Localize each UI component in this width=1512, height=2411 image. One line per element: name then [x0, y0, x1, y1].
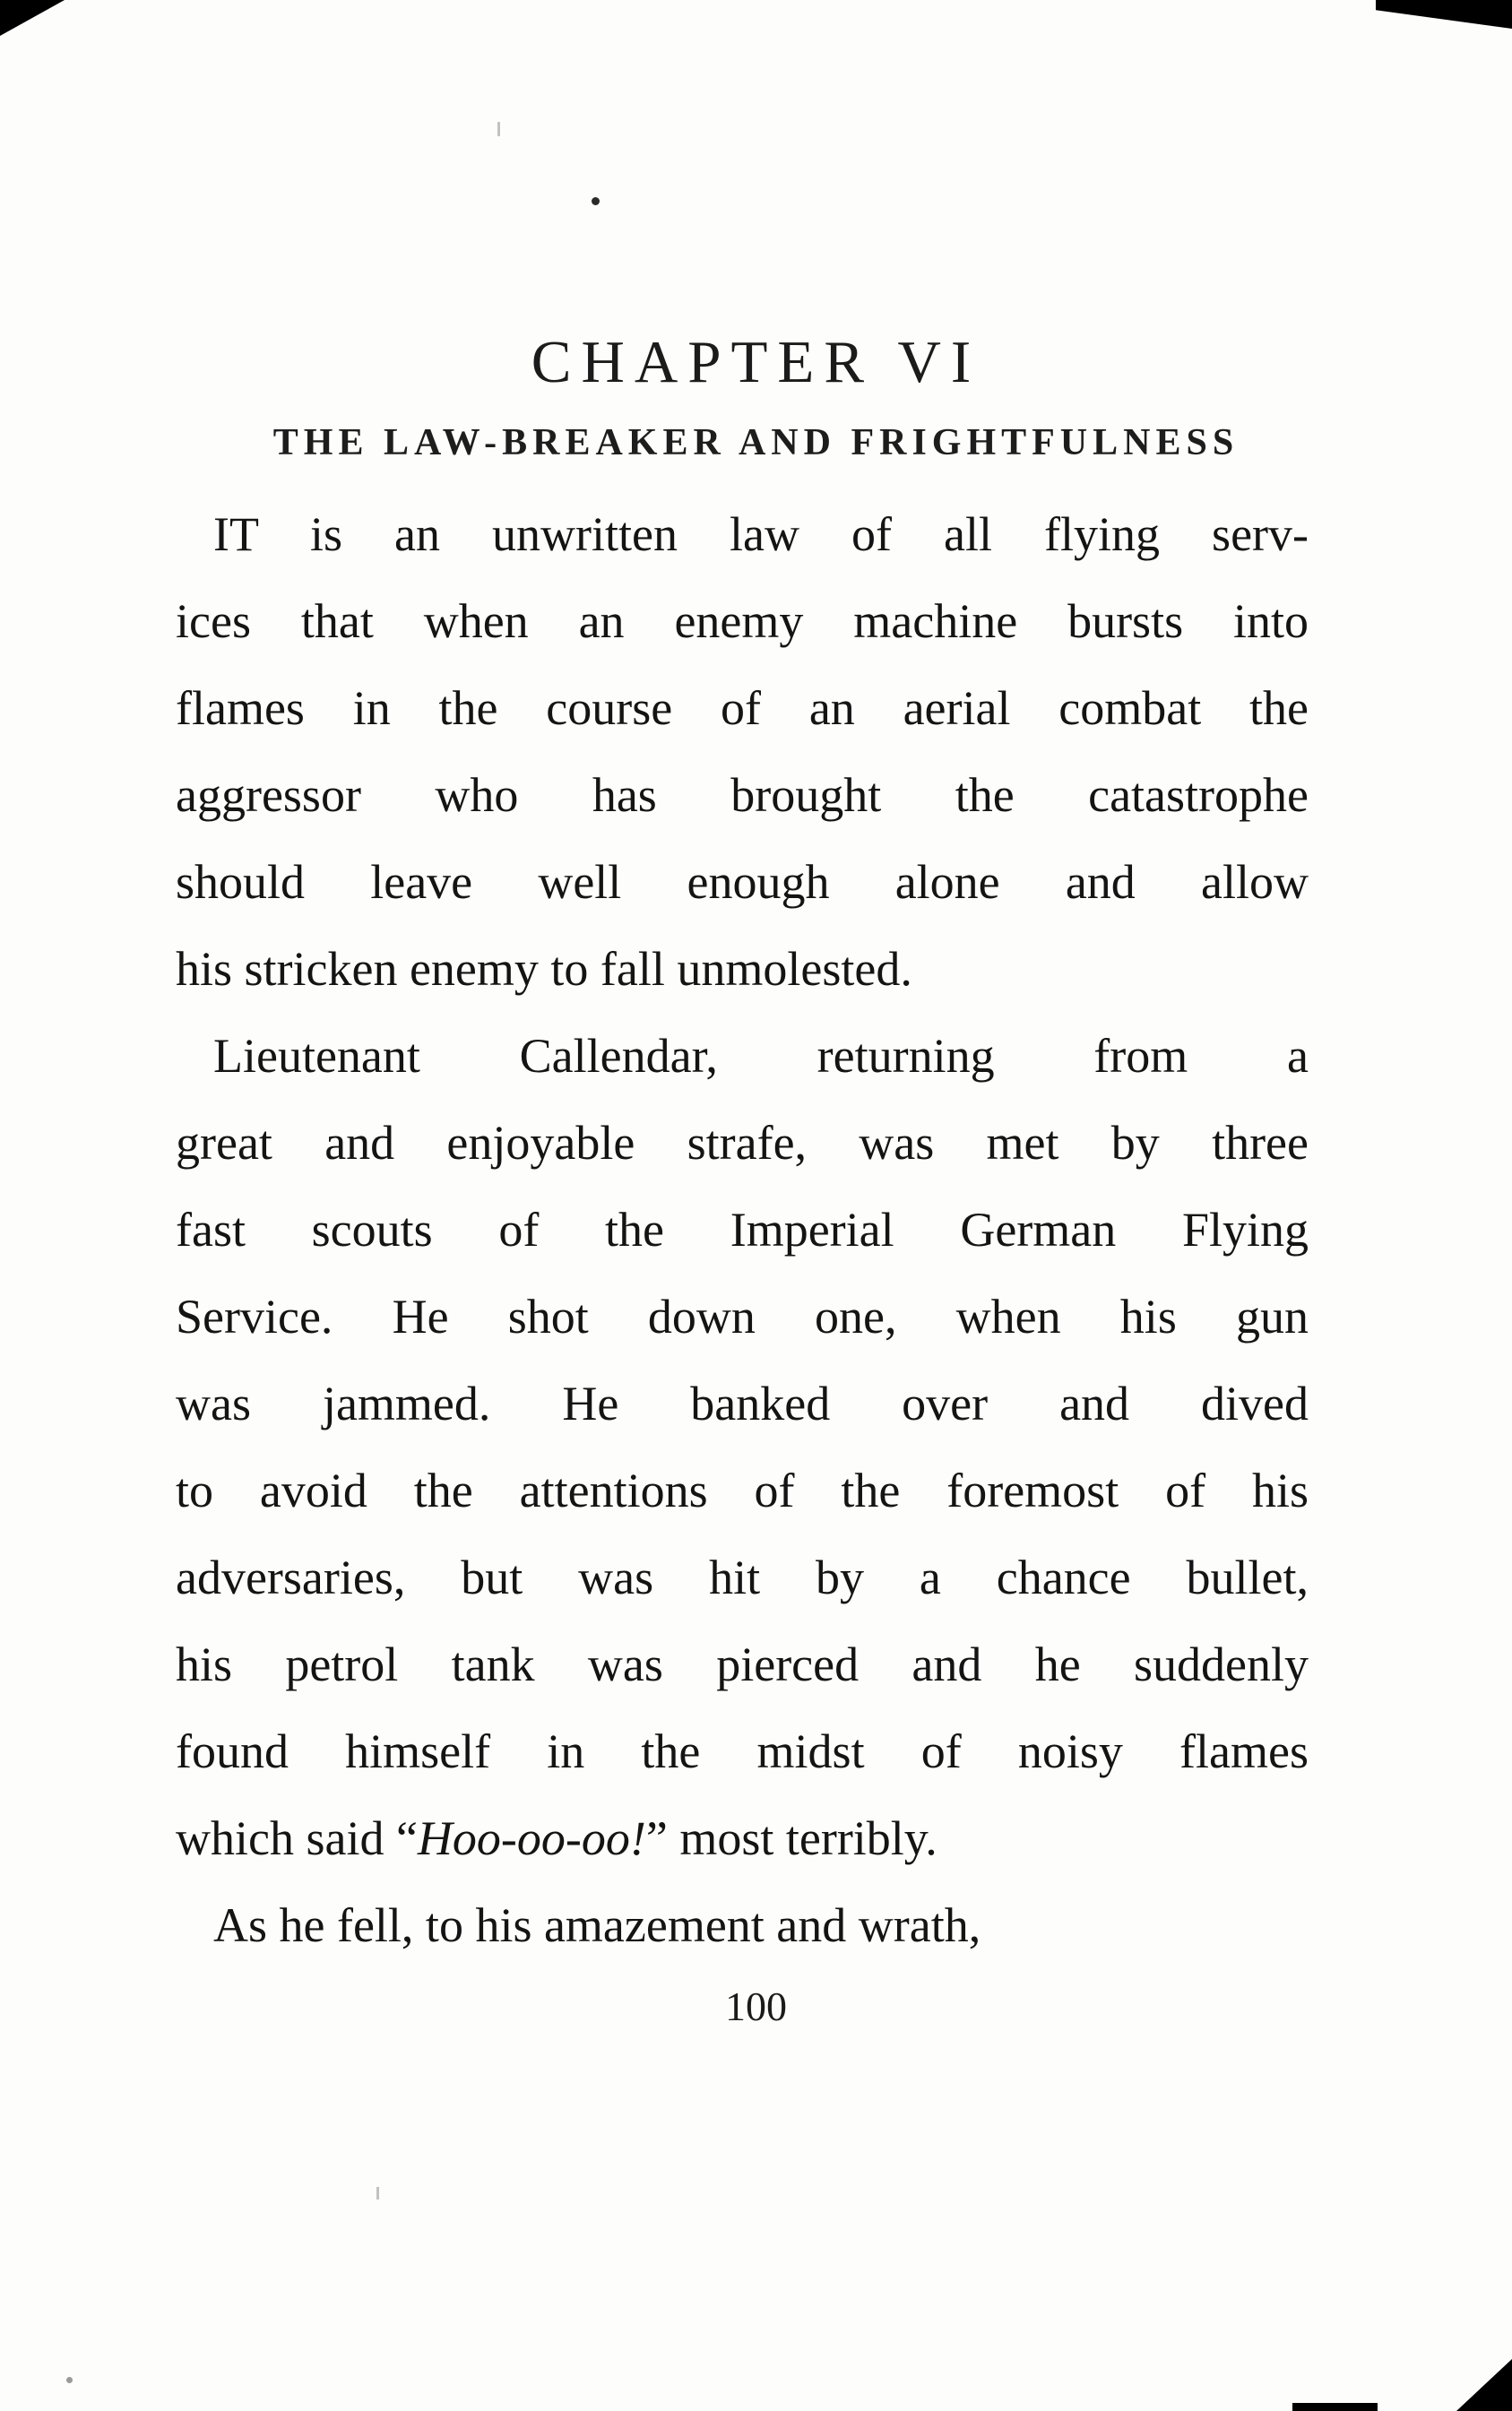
ink-speck-top-center: [592, 197, 600, 205]
page-number: 100: [725, 1983, 787, 2029]
scan-artifact-top-left: [0, 0, 65, 36]
text-line: aggressor who has brought the catastrophe: [176, 768, 1309, 822]
text-line: his stricken enemy to fall unmolested.: [176, 942, 912, 996]
text-line: flames in the course of an aerial combat the: [176, 681, 1309, 735]
section-title: THE LAW-BREAKER AND FRIGHTFULNESS: [272, 422, 1240, 463]
text-line: should leave well enough alone and allow: [176, 855, 1309, 909]
scan-artifact-bottom-strip: [1292, 2403, 1378, 2411]
text-line: Lieutenant Callendar, returning from a: [213, 1029, 1309, 1083]
text-line: As he fell, to his amazement and wrath,: [213, 1898, 981, 1952]
text-line: found himself in the midst of noisy flames: [176, 1724, 1309, 1778]
text-line: was jammed. He banked over and dived: [176, 1377, 1309, 1430]
chapter-title: CHAPTER VI: [531, 329, 981, 395]
text-line: which said “Hoo-oo-oo!” most terribly.: [176, 1811, 937, 1865]
paragraph: [176, 1013, 1309, 1882]
text-line: ices that when an enemy machine bursts into: [176, 594, 1309, 648]
scan-tick-bottom-center: [376, 2187, 379, 2199]
ink-speck-bottom-left: [66, 2377, 73, 2383]
text-line: great and enjoyable strafe, was met by three: [176, 1116, 1309, 1170]
scan-artifact-top-right: [1376, 0, 1512, 29]
scan-tick-top-center: [497, 122, 500, 136]
text-line: adversaries, but was hit by a chance bullet,: [176, 1551, 1309, 1604]
body-text: [176, 491, 1309, 1969]
paragraph: [176, 1882, 1309, 1969]
text-line: his petrol tank was pierced and he suddenly: [176, 1638, 1309, 1691]
scan-artifact-bottom-right: [1456, 2359, 1512, 2411]
text-line: Service. He shot down one, when his gun: [176, 1290, 1309, 1344]
paragraph: [176, 491, 1309, 1013]
text-line: IT is an unwritten law of all flying serv-: [213, 507, 1309, 561]
text-line: to avoid the attentions of the foremost of his: [176, 1464, 1309, 1517]
text-line: fast scouts of the Imperial German Flying: [176, 1203, 1309, 1257]
